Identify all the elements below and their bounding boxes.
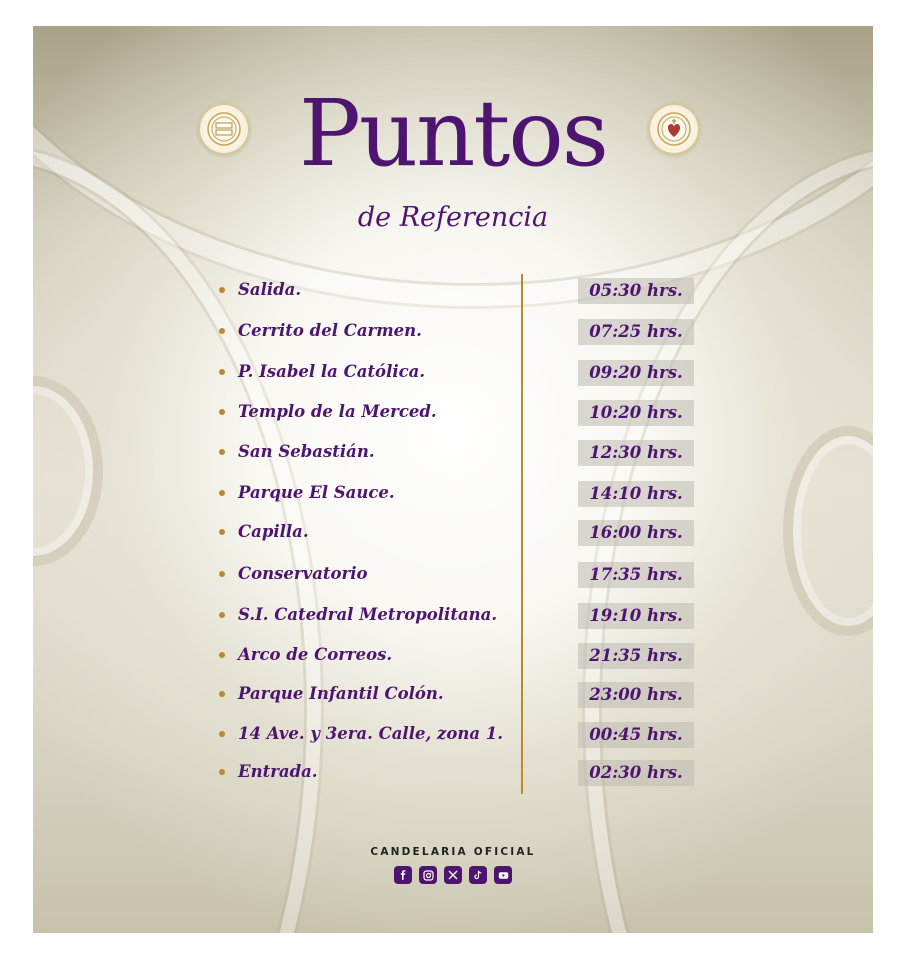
schedule-row: [213, 682, 713, 710]
schedule-row: [213, 562, 713, 590]
schedule-row: [213, 603, 713, 631]
place-name: Parque Infantil Colón.: [238, 684, 444, 703]
time-badge: 09:20 hrs.: [578, 360, 694, 386]
bullet-icon: [219, 287, 225, 293]
time-badge: 23:00 hrs.: [578, 682, 694, 708]
bullet-icon: [219, 612, 225, 618]
place-name: Cerrito del Carmen.: [238, 321, 422, 340]
schedule-row: [213, 278, 713, 306]
place-name: Parque El Sauce.: [238, 483, 395, 502]
instagram-icon[interactable]: [419, 866, 437, 884]
schedule-row: [213, 440, 713, 468]
bullet-icon: [219, 369, 225, 375]
x-icon[interactable]: [444, 866, 462, 884]
facebook-icon[interactable]: [394, 866, 412, 884]
poster: [33, 26, 873, 933]
bullet-icon: [219, 449, 225, 455]
bullet-icon: [219, 731, 225, 737]
place-name: Conservatorio: [238, 564, 368, 583]
time-badge: 19:10 hrs.: [578, 603, 694, 629]
time-badge: 10:20 hrs.: [578, 400, 694, 426]
time-badge: 07:25 hrs.: [578, 319, 694, 345]
time-badge: 21:35 hrs.: [578, 643, 694, 669]
schedule-row: [213, 360, 713, 388]
schedule-row: [213, 481, 713, 509]
place-name: Capilla.: [238, 522, 309, 541]
schedule-row: [213, 643, 713, 671]
schedule-row: [213, 760, 713, 788]
place-name: Arco de Correos.: [238, 645, 393, 664]
youtube-icon[interactable]: [494, 866, 512, 884]
bullet-icon: [219, 328, 225, 334]
schedule-row: [213, 400, 713, 428]
schedule-list: [33, 26, 873, 933]
time-badge: 16:00 hrs.: [578, 520, 694, 546]
bullet-icon: [219, 769, 225, 775]
place-name: 14 Ave. y 3era. Calle, zona 1.: [238, 724, 503, 743]
schedule-row: [213, 722, 713, 750]
time-badge: 00:45 hrs.: [578, 722, 694, 748]
bullet-icon: [219, 490, 225, 496]
bullet-icon: [219, 529, 225, 535]
bullet-icon: [219, 691, 225, 697]
page-title: Puntos: [299, 80, 607, 187]
time-badge: 02:30 hrs.: [578, 760, 694, 786]
time-badge: 12:30 hrs.: [578, 440, 694, 466]
place-name: San Sebastián.: [238, 442, 375, 461]
place-name: P. Isabel la Católica.: [238, 362, 426, 381]
tiktok-icon[interactable]: [469, 866, 487, 884]
bullet-icon: [219, 571, 225, 577]
bullet-icon: [219, 652, 225, 658]
place-name: Entrada.: [238, 762, 318, 781]
schedule-row: [213, 520, 713, 548]
schedule-row: [213, 319, 713, 347]
social-links: [33, 866, 873, 884]
bullet-icon: [219, 409, 225, 415]
page-subtitle: de Referencia: [357, 202, 549, 233]
time-badge: 14:10 hrs.: [578, 481, 694, 507]
place-name: Templo de la Merced.: [238, 402, 437, 421]
time-badge: 05:30 hrs.: [578, 278, 694, 304]
time-badge: 17:35 hrs.: [578, 562, 694, 588]
place-name: S.I. Catedral Metropolitana.: [238, 605, 498, 624]
brand-name: CANDELARIA OFICIAL: [370, 846, 536, 858]
place-name: Salida.: [238, 280, 302, 299]
